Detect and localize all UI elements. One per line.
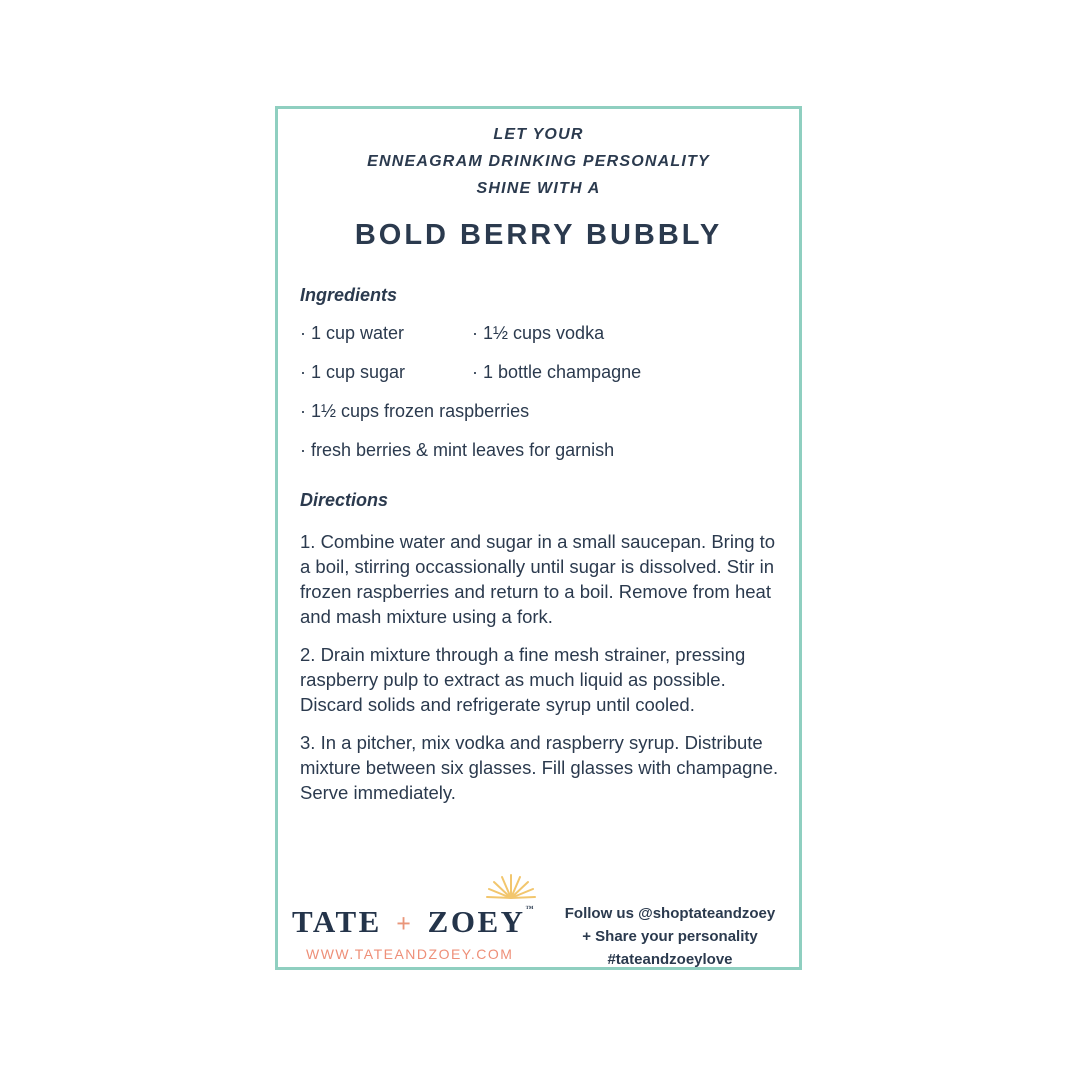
- social-line-2: + Share your personality: [582, 928, 758, 945]
- intro-line-1: LET YOUR: [493, 126, 584, 143]
- social-line-3: #tateandzoeylove: [607, 951, 733, 968]
- brand-wordmark: [292, 904, 534, 940]
- ingredient-item: · 1 cup sugar: [300, 362, 406, 382]
- ingredient-item: · fresh berries & mint leaves for garnish: [300, 440, 615, 460]
- recipe-title: BOLD BERRY BUBBLY: [354, 219, 723, 251]
- sun-icon: [485, 872, 537, 900]
- directions-list: [300, 529, 790, 818]
- recipe-card: [275, 106, 802, 970]
- ingredient-item: · 1 cup water: [300, 323, 405, 343]
- social-line-1: Follow us @shoptateandzoey: [564, 905, 776, 922]
- ingredient-item: · 1½ cups frozen raspberries: [300, 401, 530, 421]
- intro-line-2: ENNEAGRAM DRINKING PERSONALITY: [367, 153, 710, 170]
- intro-line-3: SHINE WITH A: [476, 180, 601, 197]
- direction-step: 1. Combine water and sugar in a small saucepan. Bring to a boil, stirring occassionally until sugar is dissolved. Stir in frozen raspberries and return to a boil. Remove from heat and mash mixture using a fork.: [300, 531, 776, 627]
- direction-step: 2. Drain mixture through a fine mesh strainer, pressing raspberry pulp to extract as much liquid as possible. Discard solids and refrigerate syrup until cooled.: [300, 644, 746, 715]
- ingredients-heading: Ingredients: [300, 285, 398, 305]
- directions-heading: Directions: [300, 490, 389, 510]
- social-text: [550, 902, 790, 971]
- website-link[interactable]: WWW.TATEANDZOEY.COM: [306, 946, 514, 962]
- ingredient-item: · 1½ cups vodka: [472, 323, 605, 343]
- trademark: ™: [525, 904, 534, 913]
- direction-step: 3. In a pitcher, mix vodka and raspberry syrup. Distribute mixture between six glasses. Fill glasses with champagne. Serve immediately.: [300, 732, 779, 803]
- ingredient-item: · 1 bottle champagne: [472, 362, 642, 382]
- brand-name-right: ZOEY: [427, 904, 526, 939]
- brand-name-left: TATE: [292, 904, 382, 939]
- intro-text: [278, 121, 799, 202]
- brand-plus: +: [396, 909, 414, 938]
